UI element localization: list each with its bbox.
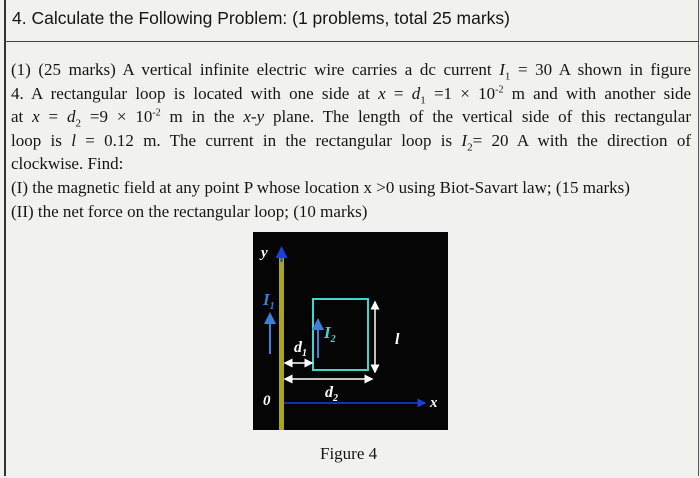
l-label: l: [395, 331, 400, 348]
origin-label: 0: [263, 393, 271, 409]
i2-label: $I_2$: [324, 323, 336, 345]
i1-label: $I_1$: [263, 290, 275, 312]
figure-4: [253, 232, 448, 430]
problem-text: [11, 58, 691, 223]
question-part-1: (I) the magnetic field at any point P whose location x >0 using Biot-Savart law; (15 marks): [11, 177, 630, 197]
question-part-2: (II) the net force on the rectangular loop; (10 marks): [11, 201, 368, 221]
problem-line-4: loop is l = 0.12 m. The current in the rectangular loop is $I_2= 20$ A with the direction of: [11, 130, 692, 154]
problem-line-1: (1) (25 marks) A vertical infinite electric wire carries a dc current $I_1 = 30$ A shown in figure: [11, 60, 691, 83]
y-axis-label: y: [261, 245, 268, 261]
problem-line-2: 4. A rectangular loop is located with one side at $x = d_1 =1 \times 10^{-2}$ m and with another side: [11, 83, 692, 106]
problem-line-5: clockwise. Find:: [11, 154, 124, 174]
figure-caption: Figure 4: [320, 444, 378, 463]
x-axis-label: x: [430, 395, 438, 411]
infinite-wire: [279, 254, 284, 430]
header-divider: [4, 41, 698, 42]
d1-label: $d_1$: [294, 339, 307, 359]
d2-label: $d_2$: [325, 384, 338, 404]
rectangular-loop: [313, 299, 368, 370]
question-header: 4. Calculate the Following Problem: (1 problems, total 25 marks): [12, 8, 510, 28]
problem-line-3: at $x = d_2 =9 \times 10^{-2}$ m in the x-y plane. The length of the vertical side of this rectangular: [11, 107, 691, 130]
